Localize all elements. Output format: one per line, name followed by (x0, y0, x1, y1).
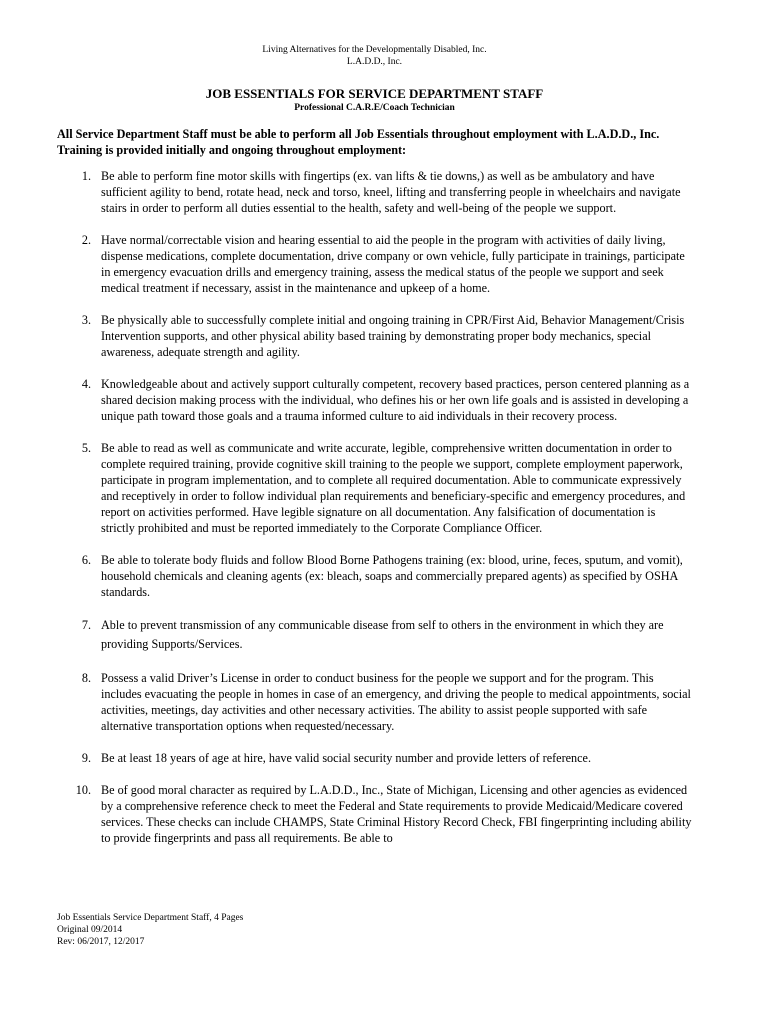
list-item (57, 616, 692, 654)
item-number: 2. (81, 233, 91, 247)
list-item (57, 440, 692, 536)
document-footer (57, 912, 243, 948)
item-number: 6. (81, 553, 91, 567)
list-item (57, 376, 692, 424)
item-text: Have normal/correctable vision and hearing essential to aid the people in the program with activities of daily living, dispense medications, complete documentation, drive company or own vehicle, fully participate in trainings, participate in emergency evacuation drills and emergency training, assess the medical status of the people we support and seek medical treatment if necessary, assist in the maintenance and upkeep of a home. (101, 233, 685, 295)
org-abbreviation: L.A.D.D., Inc. (346, 57, 403, 67)
item-text: Be of good moral character as required by L.A.D.D., Inc., State of Michigan, Licensing and other agencies as evidenced by a comprehensive reference check to meet the Federal and State requirements to provide Medicaid/Medicare covered services. These checks can include CHAMPS, State Criminal History Record Check, FBI fingerprinting including ability to provide fingerprints and pass all requirements. Be able to (101, 783, 692, 845)
footer-original-date: Original 09/2014 (57, 925, 123, 935)
item-number: 4. (81, 377, 91, 391)
footer-doc-name: Job Essentials Service Department Staff, 4 Pages (57, 913, 244, 923)
list-item (57, 782, 692, 846)
item-text: Possess a valid Driver’s License in order to conduct business for the people we support and for the program. This includes evacuating the people in homes in case of an emergency, and driving the people to medical appointments, social activities, meetings, day activities and other necessary activities. The ability to assist people supported with safe alternative transportation options when requested/necessary. (101, 671, 691, 733)
item-text: Be at least 18 years of age at hire, have valid social security number and provide letters of reference. (101, 751, 591, 765)
item-text: Knowledgeable about and actively support culturally competent, recovery based practices, person centered planning as a shared decision making process with the individual, who defines his or her own life goals and is assisted in developing a unique path toward those goals and a trauma informed culture to aid individuals in their recovery process. (101, 377, 690, 423)
item-number: 9. (81, 751, 91, 765)
item-text: Able to prevent transmission of any communicable disease from self to others in the environment in which they are providing Supports/Services. (101, 618, 664, 651)
job-essentials-list (57, 168, 692, 846)
list-item (57, 312, 692, 360)
list-item (57, 670, 692, 734)
item-text: Be physically able to successfully complete initial and ongoing training in CPR/First Aid, Behavior Management/Crisis Intervention supports, and other physical ability based training by demonstrating proper body mechanics, special awareness, adequate strength and agility. (101, 313, 685, 359)
footer-revision-dates: Rev: 06/2017, 12/2017 (57, 937, 145, 947)
list-item (57, 232, 692, 296)
item-number: 8. (81, 671, 91, 685)
document-subtitle: Professional C.A.R.E/Coach Technician (294, 103, 455, 113)
item-number: 10. (75, 783, 91, 797)
list-item (57, 168, 692, 216)
item-number: 5. (81, 441, 91, 455)
list-item (57, 750, 692, 766)
item-text: Be able to perform fine motor skills with fingertips (ex. van lifts & tie downs,) as well as be ambulatory and have sufficient agility to bend, rotate head, neck and torso, kneel, lifting and transferring people in wheelchairs and navigate stairs in order to perform all duties essential to the health, safety and well-being of the people we support. (101, 169, 681, 215)
organization-header (57, 44, 692, 68)
org-name: Living Alternatives for the Developmentally Disabled, Inc. (262, 45, 487, 55)
item-text: Be able to tolerate body fluids and follow Blood Borne Pathogens training (ex: blood, urine, feces, sputum, and vomit), household chemicals and cleaning agents (ex: bleach, soaps and commercially prepared agents) as specified by OSHA standards. (101, 553, 683, 599)
item-number: 3. (81, 313, 91, 327)
item-number: 7. (81, 618, 91, 632)
list-item (57, 552, 692, 600)
intro-paragraph: All Service Department Staff must be able to perform all Job Essentials throughout employment with L.A.D.D., Inc. Training is provided initially and ongoing throughout employment: (57, 127, 660, 157)
document-title: JOB ESSENTIALS FOR SERVICE DEPARTMENT STAFF (205, 86, 544, 101)
item-text: Be able to read as well as communicate and write accurate, legible, comprehensive written documentation in order to complete required training, provide cognitive skill training to the people we support, complete employment paperwork, participate in program implementation, and to complete all required documentation. Able to communicate expressively and receptively in order to follow individual plan requirements and beneficiary-specific and emergency procedures, and report on activities performed. Have legible signature on all documentation. Any falsification of documentation is strictly prohibited and must be reported immediately to the Corporate Compliance Officer. (101, 441, 686, 535)
item-number: 1. (81, 169, 91, 183)
